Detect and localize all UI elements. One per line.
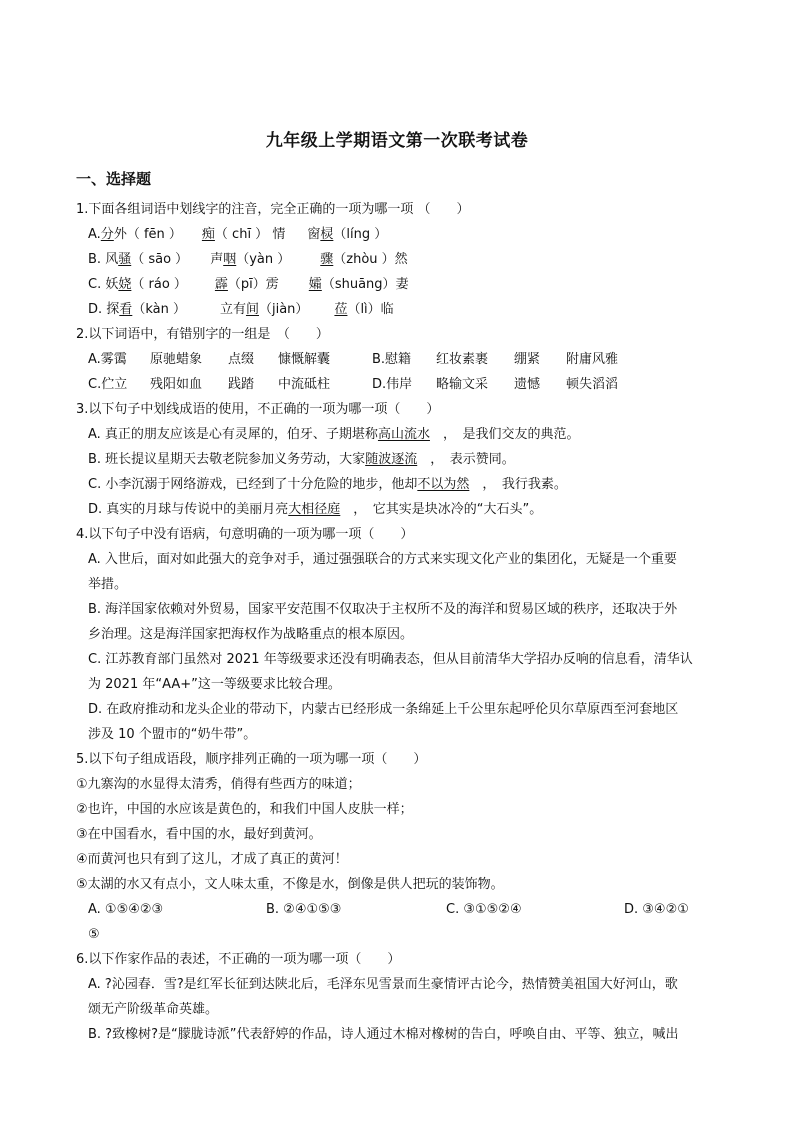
q4-option-d-line2: 涉及 10 个盟市的“奶牛带”。 — [88, 727, 257, 742]
q4-option-b-line2: 乡治理。这是海洋国家把海权作为战略重点的根本原因。 — [88, 627, 414, 642]
q4-stem: 4.以下句子中没有语病，句意明确的一项为哪一项（ ） — [76, 527, 414, 542]
q5-option-d-wrap: ⑤ — [88, 927, 100, 942]
q2-cell: A.雾霭 — [88, 352, 127, 367]
q5-sentence-2: ②也许，中国的水应该是黄色的，和我们中国人皮肤一样； — [76, 802, 413, 817]
q2-cell: 中流砥柱 — [278, 377, 331, 392]
q1-stem: 1.下面各组词语中划线字的注音，完全正确的一项为哪一项 （ ） — [76, 202, 470, 217]
q5-option-b: B. ②④①⑤③ — [266, 902, 342, 917]
q1-option-d: D. 探看（kàn ） 立有间（jiàn） 莅（lì）临 — [88, 302, 394, 317]
q2-cell: 点缀 — [228, 352, 255, 367]
q3-option-b: B. 班长提议星期天去敬老院参加义务劳动，大家随波逐流 ， 表示赞同。 — [88, 452, 515, 467]
page-title: 九年级上学期语文第一次联考试卷 — [265, 131, 529, 151]
q5-stem: 5.以下句子组成语段，顺序排列正确的一项为哪一项（ ） — [76, 752, 427, 767]
q2-cell: 顿失滔滔 — [566, 377, 619, 392]
q3-stem: 3.以下句子中划线成语的使用，不正确的一项为哪一项（ ） — [76, 402, 440, 417]
q6-option-b-line1: B. ?致橡树?是“朦胧诗派”代表舒婷的作品，诗人通过木棉对橡树的告白，呼唤自由、平等、独立，喊出 — [88, 1027, 679, 1042]
q5-option-c: C. ③①⑤②④ — [446, 902, 522, 917]
q2-stem: 2.以下词语中，有错别字的一组是 （ ） — [76, 327, 329, 342]
q1-option-b: B. 风骚（ sāo ） 声咽（yàn ） 骤（zhòu ）然 — [88, 252, 408, 267]
q4-option-a-line2: 举措。 — [88, 577, 128, 592]
q2-cell: 略输文采 — [436, 377, 489, 392]
q4-option-b-line1: B. 海洋国家依赖对外贸易，国家平安范围不仅取决于主权所不及的海洋和贸易区域的秩序，还取决于外 — [88, 602, 678, 617]
q6-stem: 6.以下作家作品的表述，不正确的一项为哪一项（ ） — [76, 952, 401, 967]
q6-option-a-line1: A. ?沁园春．雪?是红军长征到达陕北后，毛泽东见雪景而生豪情评古论今，热情赞美祖国大好河山，歌 — [88, 977, 678, 992]
q1-option-a: A.分外（ fēn ） 痴（ chī ） 情 窗棂（líng ） — [88, 227, 388, 242]
q2-cell: B.慰籍 — [372, 352, 412, 367]
q2-cell: D.伟岸 — [372, 377, 413, 392]
q5-sentence-1: ①九寨沟的水显得太清秀，俏得有些西方的味道； — [76, 777, 361, 792]
q4-option-a-line1: A. 入世后，面对如此强大的竞争对手，通过强强联合的方式来实现文化产业的集团化，无疑是一个重要 — [88, 552, 677, 567]
q2-cell: 原驰蜡象 — [150, 352, 203, 367]
q5-sentence-3: ③在中国看水，看中国的水，最好到黄河。 — [76, 827, 322, 842]
q3-option-c: C. 小李沉溺于网络游戏，已经到了十分危险的地步，他却不以为然 ， 我行我素。 — [88, 477, 567, 492]
q2-cell: 遗憾 — [514, 377, 541, 392]
q3-option-a: A. 真正的朋友应该是心有灵犀的，伯牙、子期堪称高山流水 ， 是我们交友的典范。 — [88, 427, 580, 442]
q5-option-d: D. ③④②① — [624, 902, 689, 917]
q2-cell: 红妆素裹 — [436, 352, 489, 367]
q3-option-d: D. 真实的月球与传说中的美丽月亮大相径庭 ， 它其实是块冰冷的“大石头”。 — [88, 502, 543, 517]
q2-cell: 践踏 — [228, 377, 255, 392]
q2-cell: C.伫立 — [88, 377, 128, 392]
q4-option-c-line1: C. 江苏教育部门虽然对 2021 年等级要求还没有明确表态，但从目前清华大学招办反响的信息看，清华认 — [88, 652, 693, 667]
q5-sentence-5: ⑤太湖的水又有点小，文人味太重，不像是水，倒像是供人把玩的装饰物。 — [76, 877, 504, 892]
q2-cell: 附庸风雅 — [566, 352, 619, 367]
q2-cell: 慷慨解囊 — [278, 352, 331, 367]
q2-cell: 残阳如血 — [150, 377, 203, 392]
q4-option-c-line2: 为 2021 年“AA+”这一等级要求比较合理。 — [88, 677, 341, 692]
section-heading: 一、选择题 — [76, 170, 152, 188]
q1-option-c: C. 妖娆（ ráo ） 霹（pī）雳 孀（shuāng）妻 — [88, 277, 409, 292]
q5-option-a: A. ①⑤④②③ — [88, 902, 164, 917]
q4-option-d-line1: D. 在政府推动和龙头企业的带动下，内蒙古已经形成一条绵延上千公里东起呼伦贝尔草原西至河套地区 — [88, 702, 679, 717]
q5-sentence-4: ④而黄河也只有到了这儿，才成了真正的黄河！ — [76, 852, 348, 867]
q6-option-a-line2: 颂无产阶级革命英雄。 — [88, 1002, 219, 1017]
q2-cell: 绷紧 — [514, 352, 541, 367]
